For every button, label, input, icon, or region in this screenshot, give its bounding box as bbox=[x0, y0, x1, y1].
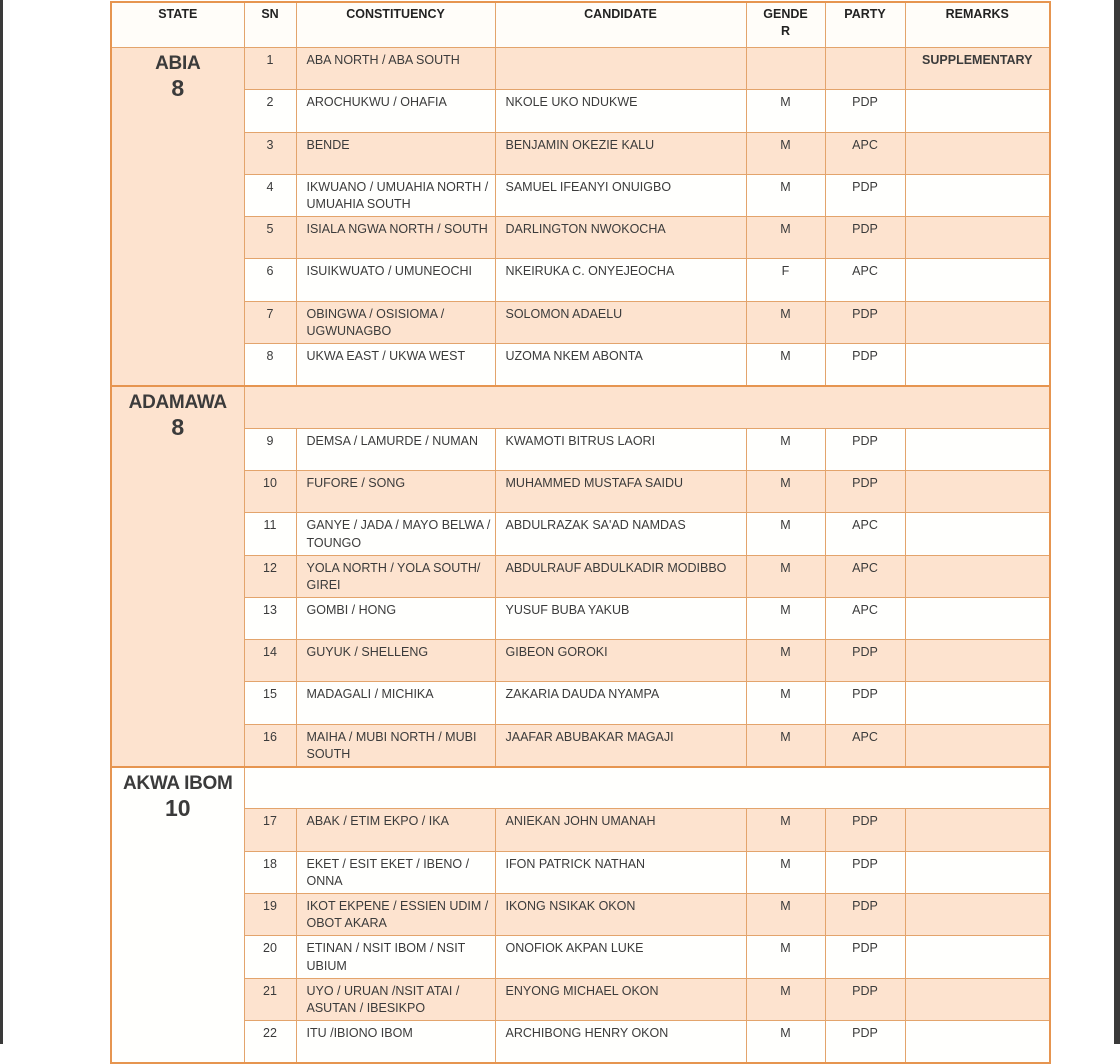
candidate-cell: IFON PATRICK NATHAN bbox=[495, 851, 746, 893]
party-cell: PDP bbox=[825, 344, 905, 386]
sn-cell: 7 bbox=[244, 301, 296, 343]
state-spacer-row bbox=[111, 386, 1050, 428]
candidate-cell: ABDULRAZAK SA'AD NAMDAS bbox=[495, 513, 746, 555]
table-row bbox=[111, 132, 1050, 174]
sn-cell: 3 bbox=[244, 132, 296, 174]
remarks-cell bbox=[905, 301, 1050, 343]
table-row bbox=[111, 936, 1050, 978]
table-row bbox=[111, 1020, 1050, 1062]
sn-cell: 4 bbox=[244, 174, 296, 216]
table-row bbox=[111, 90, 1050, 132]
constituency-cell: FUFORE / SONG bbox=[296, 470, 495, 512]
party-cell: APC bbox=[825, 132, 905, 174]
viewer-right-edge bbox=[1114, 0, 1120, 1044]
constituency-cell: GUYUK / SHELLENG bbox=[296, 640, 495, 682]
gender-cell: M bbox=[746, 428, 825, 470]
constituency-cell: ETINAN / NSIT IBOM / NSIT UBIUM bbox=[296, 936, 495, 978]
party-cell: PDP bbox=[825, 301, 905, 343]
state-seat-count: 8 bbox=[171, 413, 185, 440]
remarks-cell bbox=[905, 893, 1050, 935]
party-cell: PDP bbox=[825, 217, 905, 259]
gender-cell: M bbox=[746, 132, 825, 174]
constituency-cell: OBINGWA / OSISIOMA / UGWUNAGBO bbox=[296, 301, 495, 343]
gender-cell: M bbox=[746, 217, 825, 259]
sn-cell: 19 bbox=[244, 893, 296, 935]
sn-cell: 21 bbox=[244, 978, 296, 1020]
sn-cell: 14 bbox=[244, 640, 296, 682]
state-name: ABIA bbox=[155, 53, 201, 74]
sn-cell: 5 bbox=[244, 217, 296, 259]
constituency-cell: MADAGALI / MICHIKA bbox=[296, 682, 495, 724]
table-row bbox=[111, 724, 1050, 766]
constituency-cell: IKWUANO / UMUAHIA NORTH / UMUAHIA SOUTH bbox=[296, 174, 495, 216]
table-row bbox=[111, 809, 1050, 851]
gender-cell: M bbox=[746, 555, 825, 597]
header-gender: GENDE R bbox=[746, 2, 825, 48]
party-cell: APC bbox=[825, 513, 905, 555]
party-cell: PDP bbox=[825, 1020, 905, 1062]
sn-cell: 15 bbox=[244, 682, 296, 724]
candidate-cell bbox=[495, 48, 746, 90]
gender-cell: M bbox=[746, 809, 825, 851]
candidate-cell: YUSUF BUBA YAKUB bbox=[495, 597, 746, 639]
constituency-cell: DEMSA / LAMURDE / NUMAN bbox=[296, 428, 495, 470]
sn-cell: 10 bbox=[244, 470, 296, 512]
remarks-cell bbox=[905, 513, 1050, 555]
party-cell: PDP bbox=[825, 936, 905, 978]
candidate-cell: ABDULRAUF ABDULKADIR MODIBBO bbox=[495, 555, 746, 597]
spacer-cell bbox=[244, 386, 1050, 428]
remarks-cell bbox=[905, 217, 1050, 259]
constituency-cell: GOMBI / HONG bbox=[296, 597, 495, 639]
spacer-cell bbox=[244, 767, 1050, 809]
candidate-cell: ZAKARIA DAUDA NYAMPA bbox=[495, 682, 746, 724]
remarks-cell: SUPPLEMENTARY bbox=[905, 48, 1050, 90]
remarks-cell bbox=[905, 597, 1050, 639]
constituency-cell: GANYE / JADA / MAYO BELWA / TOUNGO bbox=[296, 513, 495, 555]
constituency-cell: UKWA EAST / UKWA WEST bbox=[296, 344, 495, 386]
table-row bbox=[111, 851, 1050, 893]
party-cell: PDP bbox=[825, 978, 905, 1020]
remarks-cell bbox=[905, 174, 1050, 216]
state-cell bbox=[111, 767, 244, 1063]
candidate-cell: KWAMOTI BITRUS LAORI bbox=[495, 428, 746, 470]
constituency-cell: UYO / URUAN /NSIT ATAI / ASUTAN / IBESIKPO bbox=[296, 978, 495, 1020]
candidate-cell: UZOMA NKEM ABONTA bbox=[495, 344, 746, 386]
table-row bbox=[111, 217, 1050, 259]
party-cell: PDP bbox=[825, 470, 905, 512]
table-row bbox=[111, 682, 1050, 724]
gender-cell: M bbox=[746, 978, 825, 1020]
remarks-cell bbox=[905, 851, 1050, 893]
table-row bbox=[111, 640, 1050, 682]
gender-cell: M bbox=[746, 893, 825, 935]
gender-cell bbox=[746, 48, 825, 90]
gender-cell: M bbox=[746, 724, 825, 766]
state-cell bbox=[111, 386, 244, 767]
gender-cell: M bbox=[746, 344, 825, 386]
candidate-cell: SOLOMON ADAELU bbox=[495, 301, 746, 343]
gender-cell: M bbox=[746, 470, 825, 512]
party-cell: PDP bbox=[825, 174, 905, 216]
sn-cell: 13 bbox=[244, 597, 296, 639]
remarks-cell bbox=[905, 978, 1050, 1020]
gender-cell: M bbox=[746, 597, 825, 639]
remarks-cell bbox=[905, 682, 1050, 724]
party-cell: PDP bbox=[825, 809, 905, 851]
table-header-row bbox=[111, 2, 1050, 48]
table-row bbox=[111, 893, 1050, 935]
remarks-cell bbox=[905, 809, 1050, 851]
gender-cell: M bbox=[746, 936, 825, 978]
state-name: AKWA IBOM bbox=[122, 772, 233, 794]
candidate-cell: SAMUEL IFEANYI ONUIGBO bbox=[495, 174, 746, 216]
sn-cell: 6 bbox=[244, 259, 296, 301]
candidate-cell: ANIEKAN JOHN UMANAH bbox=[495, 809, 746, 851]
sn-cell: 12 bbox=[244, 555, 296, 597]
remarks-cell bbox=[905, 132, 1050, 174]
candidate-cell: NKOLE UKO NDUKWE bbox=[495, 90, 746, 132]
constituency-cell: ABAK / ETIM EKPO / IKA bbox=[296, 809, 495, 851]
party-cell: PDP bbox=[825, 640, 905, 682]
table-row bbox=[111, 555, 1050, 597]
party-cell: PDP bbox=[825, 428, 905, 470]
remarks-cell bbox=[905, 90, 1050, 132]
remarks-cell bbox=[905, 259, 1050, 301]
candidate-cell: ARCHIBONG HENRY OKON bbox=[495, 1020, 746, 1062]
state-cell bbox=[111, 48, 244, 386]
candidate-cell: MUHAMMED MUSTAFA SAIDU bbox=[495, 470, 746, 512]
candidate-cell: GIBEON GOROKI bbox=[495, 640, 746, 682]
remarks-cell bbox=[905, 428, 1050, 470]
sn-cell: 18 bbox=[244, 851, 296, 893]
table-row bbox=[111, 48, 1050, 90]
state-name: ADAMAWA bbox=[128, 391, 227, 413]
state-spacer-row bbox=[111, 767, 1050, 809]
table-body bbox=[111, 48, 1050, 1063]
gender-cell: M bbox=[746, 174, 825, 216]
header-party: PARTY bbox=[825, 2, 905, 48]
gender-cell: M bbox=[746, 1020, 825, 1062]
state-seat-count: 8 bbox=[171, 75, 185, 101]
gender-cell: F bbox=[746, 259, 825, 301]
candidate-cell: IKONG NSIKAK OKON bbox=[495, 893, 746, 935]
table-row bbox=[111, 344, 1050, 386]
gender-cell: M bbox=[746, 513, 825, 555]
sn-cell: 9 bbox=[244, 428, 296, 470]
remarks-cell bbox=[905, 640, 1050, 682]
gender-cell: M bbox=[746, 640, 825, 682]
candidate-cell: BENJAMIN OKEZIE KALU bbox=[495, 132, 746, 174]
sn-cell: 22 bbox=[244, 1020, 296, 1062]
table-row bbox=[111, 513, 1050, 555]
sn-cell: 1 bbox=[244, 48, 296, 90]
remarks-cell bbox=[905, 936, 1050, 978]
candidate-cell: ONOFIOK AKPAN LUKE bbox=[495, 936, 746, 978]
party-cell: APC bbox=[825, 597, 905, 639]
constituency-cell: MAIHA / MUBI NORTH / MUBI SOUTH bbox=[296, 724, 495, 766]
remarks-cell bbox=[905, 344, 1050, 386]
party-cell: PDP bbox=[825, 851, 905, 893]
sn-cell: 8 bbox=[244, 344, 296, 386]
party-cell: APC bbox=[825, 259, 905, 301]
party-cell: APC bbox=[825, 724, 905, 766]
header-candidate: CANDIDATE bbox=[495, 2, 746, 48]
gender-cell: M bbox=[746, 851, 825, 893]
table-row bbox=[111, 259, 1050, 301]
constituency-cell: ISUIKWUATO / UMUNEOCHI bbox=[296, 259, 495, 301]
sn-cell: 16 bbox=[244, 724, 296, 766]
constituency-cell: EKET / ESIT EKET / IBENO / ONNA bbox=[296, 851, 495, 893]
header-remarks: REMARKS bbox=[905, 2, 1050, 48]
table-row bbox=[111, 978, 1050, 1020]
constituency-cell: IKOT EKPENE / ESSIEN UDIM / OBOT AKARA bbox=[296, 893, 495, 935]
remarks-cell bbox=[905, 470, 1050, 512]
sn-cell: 20 bbox=[244, 936, 296, 978]
constituency-cell: ABA NORTH / ABA SOUTH bbox=[296, 48, 495, 90]
candidate-cell: DARLINGTON NWOKOCHA bbox=[495, 217, 746, 259]
party-cell bbox=[825, 48, 905, 90]
state-seat-count: 10 bbox=[164, 794, 191, 821]
party-cell: PDP bbox=[825, 682, 905, 724]
table-row bbox=[111, 428, 1050, 470]
header-state: STATE bbox=[111, 2, 244, 48]
table-row bbox=[111, 597, 1050, 639]
constituency-cell: BENDE bbox=[296, 132, 495, 174]
header-constituency: CONSTITUENCY bbox=[296, 2, 495, 48]
candidate-cell: NKEIRUKA C. ONYEJEOCHA bbox=[495, 259, 746, 301]
party-cell: PDP bbox=[825, 893, 905, 935]
sn-cell: 17 bbox=[244, 809, 296, 851]
party-cell: APC bbox=[825, 555, 905, 597]
remarks-cell bbox=[905, 555, 1050, 597]
party-cell: PDP bbox=[825, 90, 905, 132]
candidate-cell: JAAFAR ABUBAKAR MAGAJI bbox=[495, 724, 746, 766]
gender-cell: M bbox=[746, 90, 825, 132]
gender-cell: M bbox=[746, 682, 825, 724]
header-sn: SN bbox=[244, 2, 296, 48]
table-row bbox=[111, 470, 1050, 512]
constituency-cell: AROCHUKWU / OHAFIA bbox=[296, 90, 495, 132]
gender-cell: M bbox=[746, 301, 825, 343]
candidates-table bbox=[110, 1, 1051, 1064]
sn-cell: 2 bbox=[244, 90, 296, 132]
sn-cell: 11 bbox=[244, 513, 296, 555]
document-page bbox=[3, 0, 1114, 1044]
table-row bbox=[111, 301, 1050, 343]
candidate-cell: ENYONG MICHAEL OKON bbox=[495, 978, 746, 1020]
constituency-cell: YOLA NORTH / YOLA SOUTH/ GIREI bbox=[296, 555, 495, 597]
remarks-cell bbox=[905, 1020, 1050, 1062]
table-row bbox=[111, 174, 1050, 216]
remarks-cell bbox=[905, 724, 1050, 766]
constituency-cell: ITU /IBIONO IBOM bbox=[296, 1020, 495, 1062]
constituency-cell: ISIALA NGWA NORTH / SOUTH bbox=[296, 217, 495, 259]
